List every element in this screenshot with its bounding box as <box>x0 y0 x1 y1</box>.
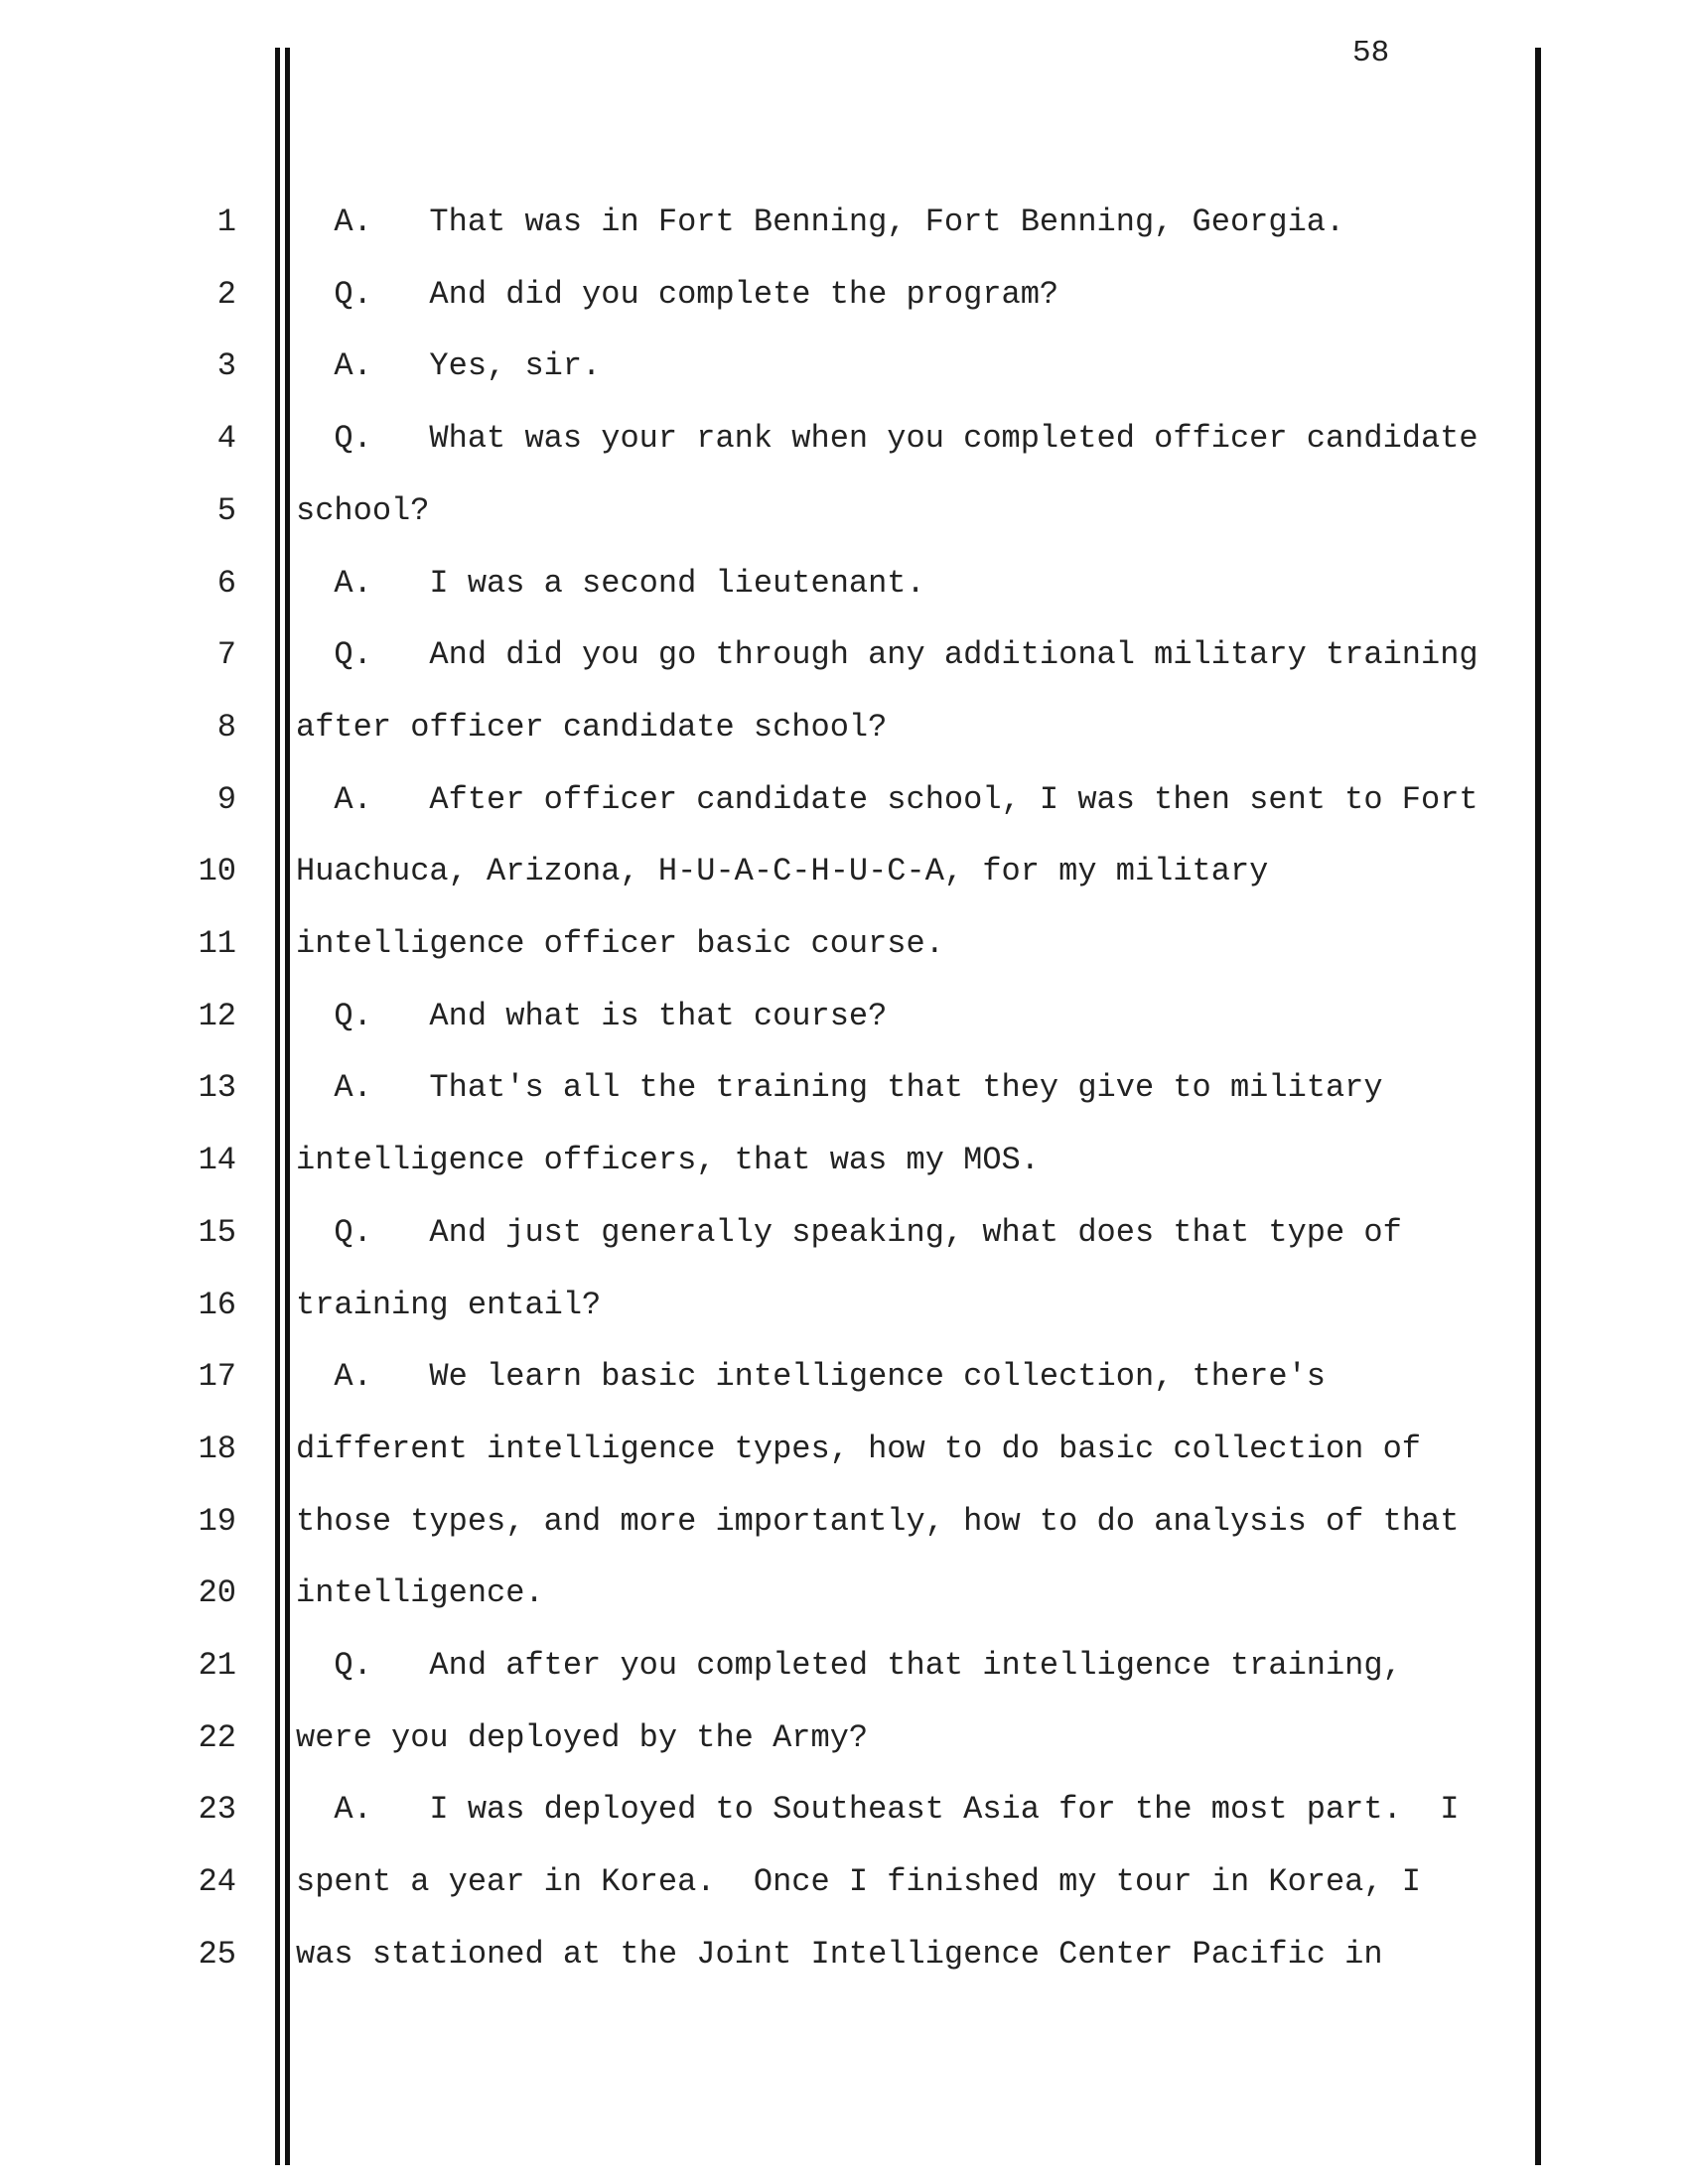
transcript-line: Q. And what is that course? <box>296 998 888 1034</box>
line-number: 25 <box>198 1936 236 1973</box>
line-number: 15 <box>198 1214 236 1251</box>
line-number: 19 <box>198 1503 236 1540</box>
transcript-line: Q. And after you completed that intelligence training, <box>296 1647 1402 1684</box>
transcript-line: Q. And did you go through any additional military training <box>296 636 1478 673</box>
line-number: 5 <box>216 492 236 529</box>
left-margin-rule-outer <box>275 48 280 2165</box>
transcript-line: A. We learn basic intelligence collection, there's <box>296 1358 1326 1395</box>
transcript-line: A. That's all the training that they give to military <box>296 1069 1383 1106</box>
transcript-line: intelligence officer basic course. <box>296 925 944 962</box>
transcript-line: A. Yes, sir. <box>296 347 602 384</box>
transcript-line: different intelligence types, how to do basic collection of <box>296 1431 1421 1467</box>
transcript-line: spent a year in Korea. Once I finished my tour in Korea, I <box>296 1863 1421 1900</box>
line-number: 11 <box>198 925 236 962</box>
transcript-line: A. I was a second lieutenant. <box>296 565 925 602</box>
line-number: 8 <box>216 709 236 746</box>
line-number: 13 <box>198 1069 236 1106</box>
line-number: 6 <box>216 565 236 602</box>
line-number: 23 <box>198 1791 236 1828</box>
line-number: 2 <box>216 276 236 313</box>
transcript-line: was stationed at the Joint Intelligence Center Pacific in <box>296 1936 1383 1973</box>
line-number: 3 <box>216 347 236 384</box>
line-number: 20 <box>198 1574 236 1611</box>
transcript-line: school? <box>296 492 430 529</box>
transcript-line: A. That was in Fort Benning, Fort Benning, Georgia. <box>296 204 1345 240</box>
line-number: 4 <box>216 420 236 457</box>
transcript-line: training entail? <box>296 1287 602 1323</box>
left-margin-rule-inner <box>285 48 290 2165</box>
line-number: 12 <box>198 998 236 1034</box>
transcript-line: those types, and more importantly, how to do analysis of that <box>296 1503 1460 1540</box>
transcript-line: Q. And just generally speaking, what does that type of <box>296 1214 1402 1251</box>
line-number: 16 <box>198 1287 236 1323</box>
transcript-line: intelligence. <box>296 1574 544 1611</box>
line-number: 10 <box>198 853 236 889</box>
transcript-line: after officer candidate school? <box>296 709 888 746</box>
transcript-line: A. I was deployed to Southeast Asia for the most part. I <box>296 1791 1460 1828</box>
transcript-line: Huachuca, Arizona, H-U-A-C-H-U-C-A, for my military <box>296 853 1269 889</box>
page-number: 58 <box>1352 36 1390 70</box>
right-margin-rule <box>1535 48 1541 2165</box>
line-number: 14 <box>198 1142 236 1178</box>
line-number: 18 <box>198 1431 236 1467</box>
transcript-line: A. After officer candidate school, I was then sent to Fort <box>296 781 1478 818</box>
transcript-line: Q. What was your rank when you completed officer candidate <box>296 420 1478 457</box>
line-number: 21 <box>198 1647 236 1684</box>
line-number: 9 <box>216 781 236 818</box>
line-number: 17 <box>198 1358 236 1395</box>
line-number: 22 <box>198 1719 236 1756</box>
transcript-line: were you deployed by the Army? <box>296 1719 869 1756</box>
line-number: 1 <box>216 204 236 240</box>
transcript-line: Q. And did you complete the program? <box>296 276 1059 313</box>
transcript-line: intelligence officers, that was my MOS. <box>296 1142 1040 1178</box>
line-number: 7 <box>216 636 236 673</box>
line-number: 24 <box>198 1863 236 1900</box>
